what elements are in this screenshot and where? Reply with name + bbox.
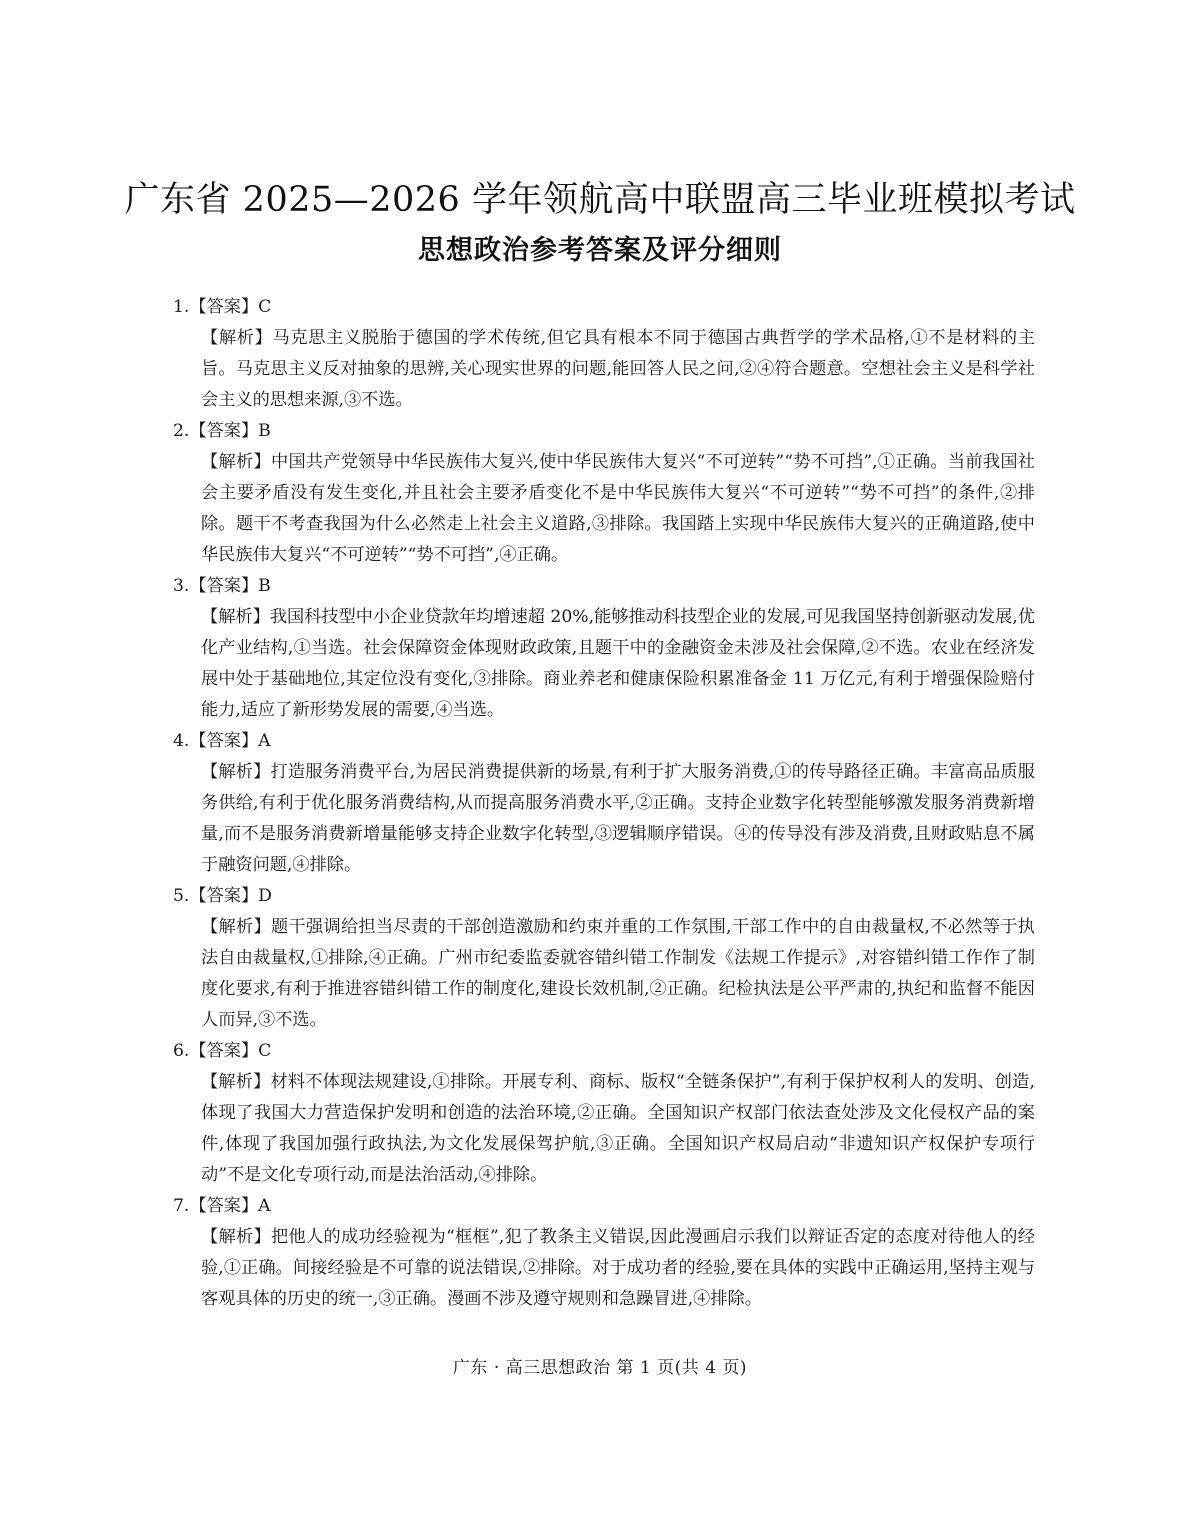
- question-item: [173, 881, 1035, 1036]
- question-item: [173, 1036, 1035, 1191]
- question-analysis: 【解析】材料不体现法规建设,①排除。开展专利、商标、版权“全链条保护”,有利于保护权利人的发明、创造,体现了我国大力营造保护发明和创造的法治环境,②正确。全国知识产权部门依法查处涉及文化侵权产品的案件,体现了我国加强行政执法,为文化发展保驾护航,③正确。全国知识产权局启动“非遗知识产权保护专项行动”不是文化专项行动,而是法治活动,④排除。: [201, 1072, 1035, 1185]
- question-analysis: 【解析】马克思主义脱胎于德国的学术传统,但它具有根本不同于德国古典哲学的学术品格,①不是材料的主旨。马克思主义反对抽象的思辨,关心现实世界的问题,能回答人民之问,②④符合题意。空想社会主义是科学社会主义的思想来源,③不选。: [201, 328, 1035, 410]
- question-analysis: 【解析】把他人的成功经验视为“框框”,犯了教条主义错误,因此漫画启示我们以辩证否定的态度对待他人的经验,①正确。间接经验是不可靠的说法错误,②排除。对于成功者的经验,要在具体的实践中正确运用,坚持主观与客观具体的历史的统一,③正确。漫画不涉及遵守规则和急躁冒进,④排除。: [201, 1227, 1035, 1309]
- question-item: [173, 726, 1035, 881]
- question-analysis: 【解析】中国共产党领导中华民族伟大复兴,使中华民族伟大复兴“不可逆转”“势不可挡”,①正确。当前我国社会主要矛盾没有发生变化,并且社会主要矛盾变化不是中华民族伟大复兴“不可逆转”“势不可挡”的条件,②排除。题干不考查我国为什么必然走上社会主义道路,③排除。我国踏上实现中华民族伟大复兴的正确道路,使中华民族伟大复兴“不可逆转”“势不可挡”,④正确。: [201, 452, 1035, 565]
- question-answer-line: [173, 726, 1035, 757]
- question-number: 6.: [173, 1041, 190, 1061]
- document-title: 广东省 2025—2026 学年领航高中联盟高三毕业班模拟考试: [124, 180, 1076, 220]
- question-answer-line: [173, 1036, 1035, 1067]
- question-answer-line: [173, 416, 1035, 447]
- question-answer-line: [173, 571, 1035, 602]
- page-footer: 广东 · 高三思想政治 第 1 页(共 4 页): [452, 1358, 748, 1378]
- question-answer: 【答案】C: [189, 297, 272, 317]
- question-analysis: 【解析】打造服务消费平台,为居民消费提供新的场景,有利于扩大服务消费,①的传导路径正确。丰富高品质服务供给,有利于优化服务消费结构,从而提高服务消费水平,②正确。支持企业数字化转型能够激发服务消费新增量,而不是服务消费新增量能够支持企业数字化转型,③逻辑顺序错误。④的传导没有涉及消费,且财政贴息不属于融资问题,④排除。: [201, 762, 1035, 875]
- question-number: 3.: [173, 576, 190, 596]
- question-number: 5.: [173, 886, 190, 906]
- question-answer: 【答案】A: [189, 731, 271, 751]
- question-answer: 【答案】C: [189, 1041, 272, 1061]
- question-answer: 【答案】D: [189, 886, 272, 906]
- question-item: [173, 571, 1035, 726]
- document-subtitle: 思想政治参考答案及评分细则: [418, 235, 782, 266]
- question-answer: 【答案】B: [189, 576, 271, 596]
- question-item: [173, 1191, 1035, 1315]
- question-item: [173, 416, 1035, 571]
- question-answer-line: [173, 292, 1035, 323]
- question-answer: 【答案】B: [189, 421, 271, 441]
- question-item: [173, 292, 1035, 416]
- question-answer-line: [173, 881, 1035, 912]
- question-number: 1.: [173, 297, 190, 317]
- answer-list: [173, 292, 1035, 1315]
- question-analysis: 【解析】我国科技型中小企业贷款年均增速超 20%,能够推动科技型企业的发展,可见我国坚持创新驱动发展,优化产业结构,①当选。社会保障资金体现财政政策,且题干中的金融资金未涉及社会保障,②不选。农业在经济发展中处于基础地位,其定位没有变化,③排除。商业养老和健康保险积累准备金 11 万亿元,有利于增强保险赔付能力,适应了新形势发展的需要,④当选。: [201, 607, 1035, 720]
- question-answer: 【答案】A: [189, 1196, 271, 1216]
- question-answer-line: [173, 1191, 1035, 1222]
- question-number: 7.: [173, 1196, 190, 1216]
- question-number: 2.: [173, 421, 190, 441]
- question-number: 4.: [173, 731, 190, 751]
- question-analysis: 【解析】题干强调给担当尽责的干部创造激励和约束并重的工作氛围,干部工作中的自由裁量权,不必然等于执法自由裁量权,①排除,④正确。广州市纪委监委就容错纠错工作制发《法规工作提示》,对容错纠错工作作了制度化要求,有利于推进容错纠错工作的制度化,建设长效机制,②正确。纪检执法是公平严肃的,执纪和监督不能因人而异,③不选。: [201, 917, 1035, 1030]
